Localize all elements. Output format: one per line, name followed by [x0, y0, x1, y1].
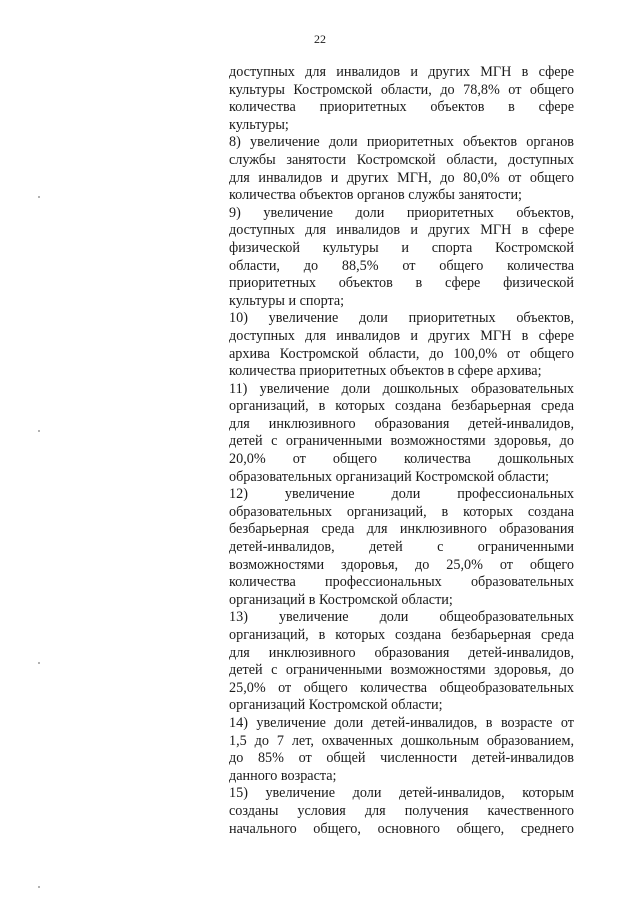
text-line: возможностями здоровья, до 25,0% от общего [229, 556, 574, 573]
text-line: культуры; [229, 116, 289, 133]
text-line: 11) увеличение доли дошкольных образовательных [229, 380, 574, 397]
text-line: 25,0% от общего количества общеобразовательных [229, 679, 574, 696]
text-line: 10) увеличение доли приоритетных объектов, [229, 310, 574, 327]
scan-speck [38, 196, 40, 198]
scan-speck [38, 430, 40, 432]
text-line: для инклюзивного образования детей-инвалидов, [229, 644, 574, 661]
text-line: 9) увеличение доли приоритетных объектов, [229, 204, 574, 221]
text-line: службы занятости Костромской области, доступных [229, 151, 574, 168]
text-line: для инвалидов и других МГН, до 80,0% от общего [229, 169, 574, 186]
text-line: начального общего, основного общего, среднего [229, 820, 574, 837]
text-line: 8) увеличение доли приоритетных объектов органов [229, 134, 574, 151]
text-line: 1,5 до 7 лет, охваченных дошкольным образованием, [229, 732, 574, 749]
text-line: доступных для инвалидов и других МГН в сфере [229, 327, 574, 344]
text-line: 15) увеличение доли детей-инвалидов, которым [229, 785, 574, 802]
scan-speck [38, 886, 40, 888]
text-line: образовательных организаций Костромской области; [229, 468, 550, 485]
text-line: культуры и спорта; [229, 292, 345, 309]
text-line: приоритетных объектов в сфере физической [229, 275, 574, 292]
text-line: 12) увеличение доли профессиональных [229, 486, 574, 503]
text-line: организаций Костромской области; [229, 697, 443, 714]
text-line: до 85% от общей численности детей-инвалидов [229, 750, 574, 767]
text-line: безбарьерная среда для инклюзивного образования [229, 521, 574, 538]
text-line: архива Костромской области, до 100,0% от общего [229, 345, 574, 362]
text-line: организаций, в которых создана безбарьерная среда [229, 627, 574, 643]
text-line: детей с ограниченными возможностями здоровья, до [229, 433, 574, 450]
scan-speck [38, 662, 40, 664]
text-line: 14) увеличение доли детей-инвалидов, в возрасте от [229, 714, 574, 731]
text-line: области, до 88,5% от общего количества [229, 257, 574, 274]
text-line: для инклюзивного образования детей-инвалидов, [229, 415, 574, 432]
text-line: образовательных организаций, в которых создана [229, 503, 574, 520]
text-line: количества профессиональных образовательных [229, 574, 574, 591]
text-line: количества приоритетных объектов в сфере [229, 99, 574, 116]
text-line: детей с ограниченными возможностями здоровья, до [229, 662, 574, 679]
text-line: доступных для инвалидов и других МГН в сфере [229, 222, 574, 239]
text-line: культуры Костромской области, до 78,8% от общего [229, 81, 574, 98]
body-text [229, 64, 574, 838]
text-line: доступных для инвалидов и других МГН в сфере [229, 64, 574, 80]
text-line: физической культуры и спорта Костромской [229, 239, 574, 256]
text-line: количества объектов органов службы занятости; [229, 187, 522, 204]
text-line: 13) увеличение доли общеобразовательных [229, 609, 574, 626]
text-line: детей-инвалидов, детей с ограниченными [229, 539, 574, 556]
text-line: организаций, в которых создана безбарьерная среда [229, 398, 574, 415]
text-line: 20,0% от общего количества дошкольных [229, 451, 574, 468]
text-line: организаций в Костромской области; [229, 591, 453, 608]
page-number: 22 [314, 32, 326, 46]
text-line: данного возраста; [229, 767, 337, 784]
text-line: созданы условия для получения качественного [229, 802, 574, 819]
text-line: количества приоритетных объектов в сфере архива; [229, 363, 542, 380]
